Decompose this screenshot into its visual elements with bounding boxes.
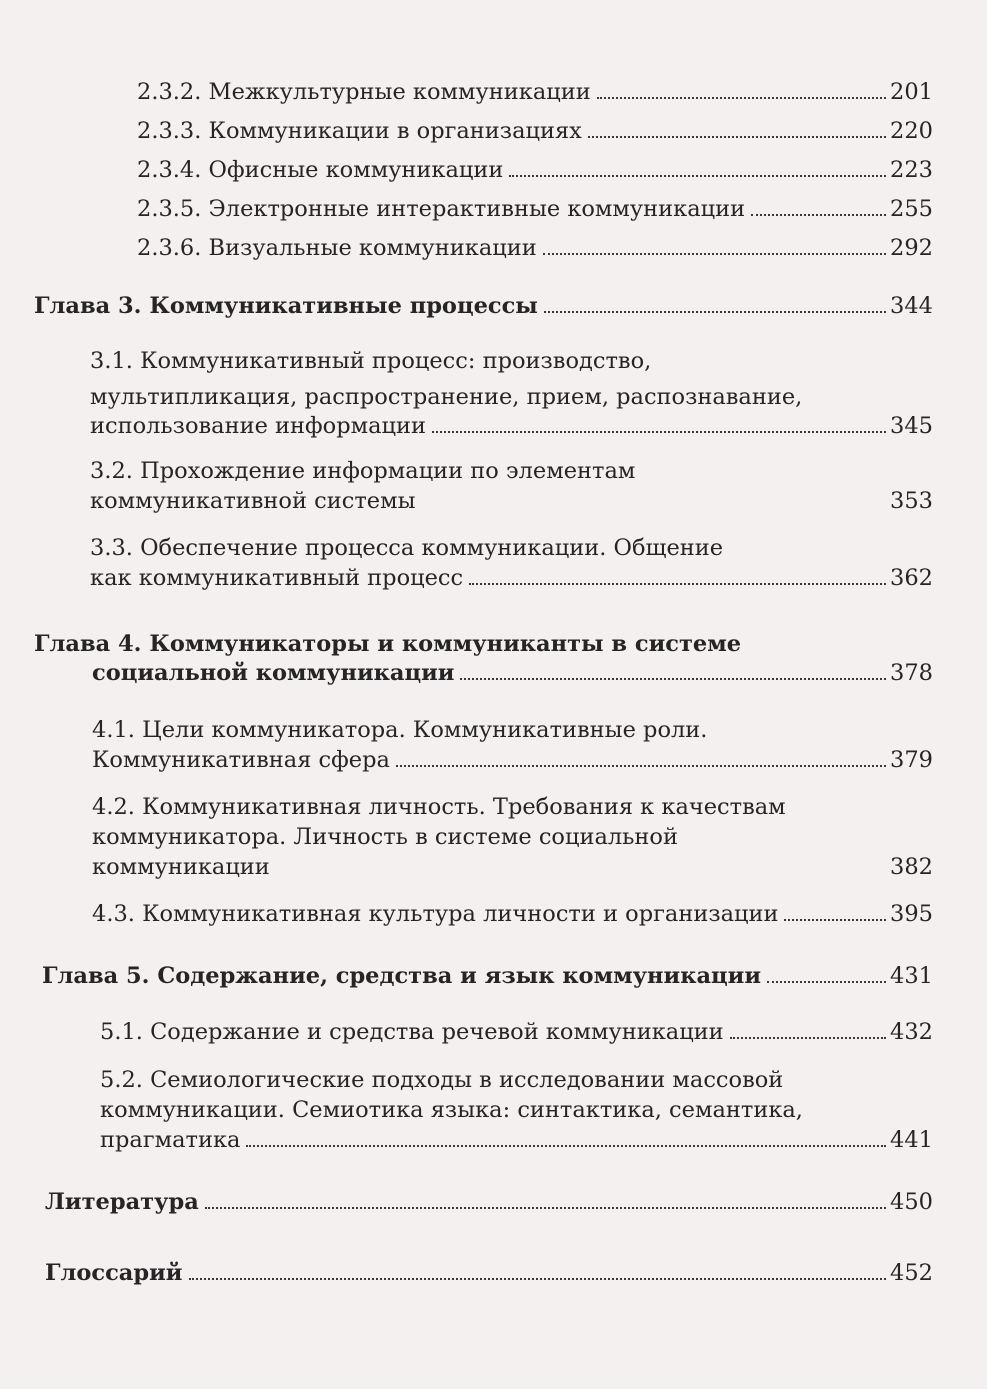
dot-leader bbox=[730, 1037, 886, 1039]
entry-title: как коммуникативный процесс bbox=[90, 565, 464, 591]
page-number: 379 bbox=[890, 747, 933, 773]
dot-leader bbox=[460, 678, 886, 680]
entry-title: 4.2. Коммуникативная личность. Требования к качествам bbox=[92, 794, 786, 820]
page-number: 395 bbox=[890, 901, 933, 927]
toc-entry-4-2-line1 bbox=[92, 796, 786, 819]
page-number: 431 bbox=[890, 963, 933, 989]
section-title: Глоссарий bbox=[45, 1260, 183, 1286]
entry-title: 2.3.4. Офисные коммуникации bbox=[137, 157, 504, 183]
page-number: 345 bbox=[890, 413, 933, 439]
toc-entry-3-1-line3 bbox=[90, 415, 933, 438]
dot-leader bbox=[432, 431, 886, 433]
page-number: 292 bbox=[890, 235, 933, 261]
toc-entry-2-3-4 bbox=[137, 159, 933, 182]
entry-title: 2.3.6. Визуальные коммуникации bbox=[137, 235, 537, 261]
toc-entry-3-1-line1 bbox=[90, 350, 651, 373]
dot-leader bbox=[544, 311, 886, 313]
page-number: 220 bbox=[890, 118, 933, 144]
entry-title: 3.3. Обеспечение процесса коммуникации. Общение bbox=[90, 535, 724, 561]
entry-title: Коммуникативная сфера bbox=[92, 747, 390, 773]
toc-entry-2-3-6 bbox=[137, 237, 933, 260]
toc-entry-5-2-line3 bbox=[100, 1129, 933, 1152]
page-number: 378 bbox=[890, 660, 933, 686]
entry-title: коммуникации. Семиотика языка: синтактика, семантика, bbox=[100, 1097, 803, 1123]
toc-glossary bbox=[45, 1262, 933, 1285]
toc-entry-4-3 bbox=[92, 903, 933, 926]
dot-leader bbox=[784, 919, 886, 921]
entry-title: использование информации bbox=[90, 413, 426, 439]
chapter-title: социальной коммуникации bbox=[92, 660, 455, 686]
dot-leader bbox=[767, 981, 886, 983]
toc-entry-3-2-line2 bbox=[90, 490, 933, 513]
entry-title: 3.2. Прохождение информации по элементам bbox=[90, 458, 636, 484]
toc-chapter-4-line1 bbox=[34, 633, 741, 656]
section-title: Литература bbox=[45, 1189, 199, 1215]
entry-title: коммуникативной системы bbox=[90, 488, 416, 514]
toc-entry-4-2-line3 bbox=[92, 856, 933, 879]
toc-chapter-3 bbox=[34, 295, 933, 318]
entry-title: 4.3. Коммуникативная культура личности и организации bbox=[92, 901, 779, 927]
dot-leader bbox=[246, 1145, 886, 1147]
toc-chapter-5 bbox=[42, 965, 933, 988]
toc-chapter-4-line2 bbox=[92, 662, 933, 685]
toc-entry-4-2-line2 bbox=[92, 826, 678, 849]
entry-title: коммуникации bbox=[92, 854, 270, 880]
page-number: 432 bbox=[890, 1019, 933, 1045]
entry-title: 2.3.3. Коммуникации в организациях bbox=[137, 118, 582, 144]
toc-entry-4-1-line1 bbox=[92, 719, 707, 742]
dot-leader bbox=[205, 1207, 886, 1209]
toc-entry-2-3-5 bbox=[137, 198, 933, 221]
dot-leader bbox=[509, 175, 886, 177]
dot-leader bbox=[396, 765, 886, 767]
page-number: 353 bbox=[890, 488, 933, 514]
toc-entry-3-2-line1 bbox=[90, 460, 635, 483]
toc-entry-2-3-3 bbox=[137, 120, 933, 143]
entry-title: 2.3.2. Межкультурные коммуникации bbox=[137, 79, 591, 105]
page-number: 201 bbox=[890, 79, 933, 105]
page-number: 450 bbox=[890, 1189, 933, 1215]
page-number: 441 bbox=[890, 1127, 933, 1153]
dot-leader bbox=[588, 136, 886, 138]
toc-entry-5-2-line1 bbox=[100, 1069, 783, 1092]
toc-entry-4-1-line2 bbox=[92, 749, 933, 772]
entry-title: прагматика bbox=[100, 1127, 241, 1153]
entry-title: мультипликация, распространение, прием, распознавание, bbox=[90, 384, 803, 410]
toc-entry-5-2-line2 bbox=[100, 1099, 803, 1122]
page-number: 344 bbox=[890, 293, 933, 319]
entry-title: 4.1. Цели коммуникатора. Коммуникативные роли. bbox=[92, 717, 708, 743]
toc-entry-5-1 bbox=[100, 1021, 933, 1044]
chapter-title: Глава 5. Содержание, средства и язык коммуникации bbox=[42, 963, 762, 989]
toc-literature bbox=[45, 1191, 933, 1214]
dot-leader bbox=[276, 872, 886, 874]
dot-leader bbox=[469, 583, 886, 585]
page-number: 223 bbox=[890, 157, 933, 183]
toc-entry-3-3-line1 bbox=[90, 537, 723, 560]
toc-entry-3-3-line2 bbox=[90, 567, 933, 590]
toc-entry-3-1-line2 bbox=[90, 386, 802, 409]
toc-entry-2-3-2 bbox=[137, 81, 933, 104]
entry-title: коммуникатора. Личность в системе социальной bbox=[92, 824, 678, 850]
entry-title: 2.3.5. Электронные интерактивные коммуникации bbox=[137, 196, 746, 222]
page-number: 382 bbox=[890, 854, 933, 880]
chapter-title: Глава 3. Коммуникативные процессы bbox=[34, 293, 538, 319]
chapter-title: Глава 4. Коммуникаторы и коммуниканты в системе bbox=[34, 631, 742, 657]
dot-leader bbox=[189, 1278, 887, 1280]
page-number: 362 bbox=[890, 565, 933, 591]
dot-leader bbox=[422, 506, 887, 508]
dot-leader bbox=[751, 214, 886, 216]
page-number: 255 bbox=[890, 196, 933, 222]
entry-title: 3.1. Коммуникативный процесс: производство, bbox=[90, 348, 652, 374]
dot-leader bbox=[543, 253, 886, 255]
dot-leader bbox=[597, 97, 886, 99]
page-number: 452 bbox=[890, 1260, 933, 1286]
entry-title: 5.1. Содержание и средства речевой коммуникации bbox=[100, 1019, 724, 1045]
entry-title: 5.2. Семиологические подходы в исследовании массовой bbox=[100, 1067, 784, 1093]
